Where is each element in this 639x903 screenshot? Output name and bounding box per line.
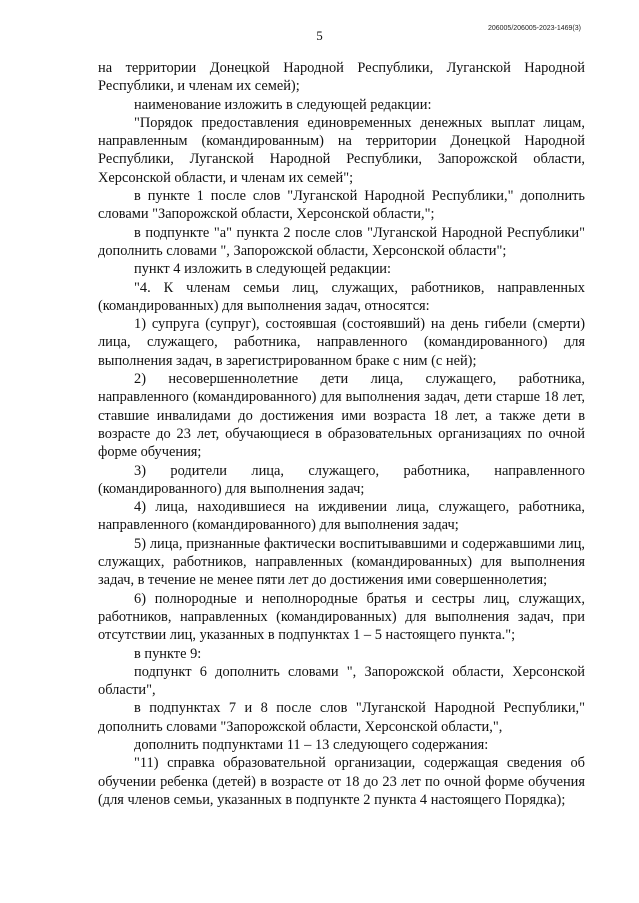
paragraph: подпункт 6 дополнить словами ", Запорожской области, Херсонской области", [98,663,585,699]
paragraph: наименование изложить в следующей редакции: [134,96,432,113]
paragraph: 3) родители лица, служащего, работника, направленного (командированного) для выполнения задач; [98,462,585,497]
paragraph: 2) несовершеннолетние дети лица, служащего, работника, направленного (командированного) для выполнения задач, дети старше 18 лет, ставшие инвалидами до достижения ими возраста 18 лет, а также дети в возрасте до 23 лет, обучающиеся в образовательных организациях по очной форме обучения; [98,371,585,461]
paragraph: 5) лица, признанные фактически воспитывавшими и содержавшими лиц, служащих, работников, направленных (командированных) для выполнения задач, в течение не менее пяти лет до достижения ими совершеннолетия; [98,535,585,589]
paragraph: дополнить подпунктами 11 – 13 следующего содержания: [134,736,489,753]
paragraph: в подпунктах 7 и 8 после слов "Луганской Народной Республики," дополнить словами "Запорожской области, Херсонской области,", [98,700,585,735]
paragraph: 1) супруга (супруг), состоявшая (состоявший) на день гибели (смерти) лица, служащего, работника, направленного (командированного) для выполнения задач, в зарегистрированном браке с ним (с ней); [98,316,585,369]
paragraph: "11) справка образовательной организации, содержащая сведения об обучении ребенка (детей) в возрасте от 18 до 23 лет по очной форме обучения (для членов семьи, указанных в подпункте 2 пункта 4 настоящего Порядка); [98,755,585,808]
paragraph: в пункте 1 после слов "Луганской Народной Республики," дополнить словами "Запорожской области, Херсонской области,"; [98,188,585,223]
paragraph: в пункте 9: [134,645,202,662]
paragraph: пункт 4 изложить в следующей редакции: [134,261,391,278]
document-body [98,59,585,809]
paragraph: "Порядок предоставления единовременных денежных выплат лицам, направленным (командированным) на территории Донецкой Народной Республики, Луганской Народной Республики, Запорожской области, Херсонской области, и членам их семей"; [98,114,585,186]
page-number: 5 [316,28,323,43]
paragraph: на территории Донецкой Народной Республики, Луганской Народной Республики, и членам их семей); [98,60,585,95]
paragraph: 4) лица, находившиеся на иждивении лица, служащего, работника, направленного (командированного) для выполнения задач; [98,499,585,534]
paragraph: "4. К членам семьи лиц, служащих, работников, направленных (командированных) для выполнения задач, относятся: [98,279,585,314]
document-id: 206005/206005-2023-1469(3) [487,25,581,32]
paragraph: в подпункте "а" пункта 2 после слов "Луганской Народной Республики" дополнить словами ", Запорожской области, Херсонской области"; [98,224,585,259]
paragraph: 6) полнородные и неполнородные братья и сестры лиц, служащих, работников, направленных (командированных) для выполнения задач, при отсутствии лиц, указанных в подпунктах 1 – 5 настоящего пункта."; [98,590,585,644]
